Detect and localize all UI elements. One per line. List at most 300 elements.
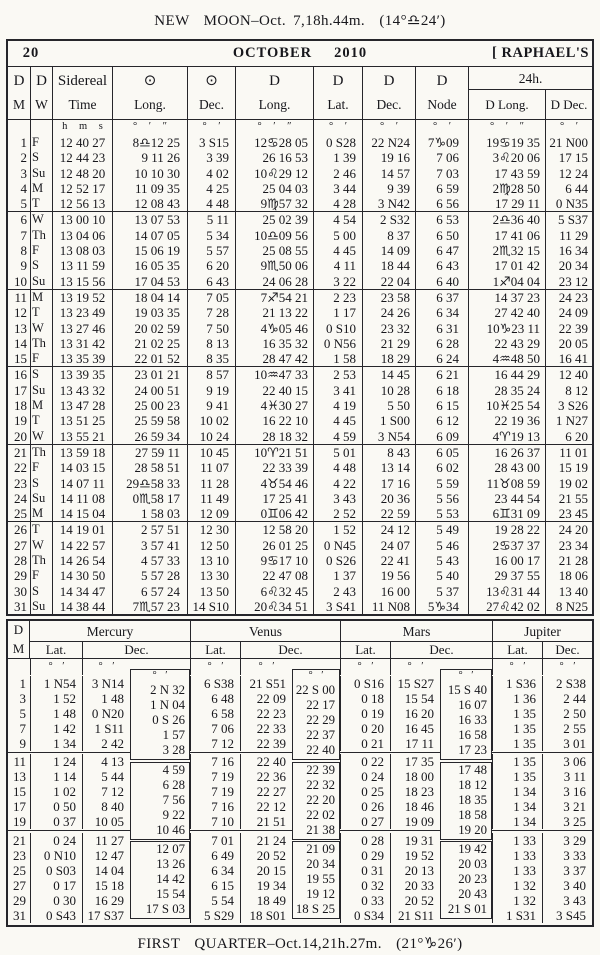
cell-moon-node: 6 28 — [415, 336, 468, 351]
cell-mercury-latitude: 0 17 — [53, 878, 76, 894]
cell-mercury-declination-mid: 10 46 — [156, 823, 185, 838]
cell-sidereal-time: 13 43 32 — [52, 383, 112, 398]
cell-jupiter-declination: 3 29 — [563, 833, 586, 849]
cell-moon-24h-longitude: 4♒48 50 — [468, 351, 545, 366]
cell-moon-longitude: 12♋28 05 — [235, 135, 313, 150]
cell-sun-declination: 9 41 — [187, 398, 235, 413]
cell-sun-longitude: 0♏58 17 — [112, 491, 187, 506]
table-row — [8, 212, 592, 227]
cell-day-of-month: 31 — [13, 908, 26, 924]
cell-moon-declination: 19 16 — [362, 150, 415, 165]
cell-venus-declination-mid: 18 S 25 — [295, 902, 335, 917]
cell-jupiter-latitude: 1 33 — [513, 848, 536, 864]
cell-jupiter-declination: 3 16 — [563, 784, 586, 800]
cell-day-of-week: F — [30, 351, 52, 366]
cell-mercury-declination: 14 04 — [94, 863, 124, 879]
cell-moon-24h-declination: 5 S37 — [545, 212, 592, 227]
cell-day-of-week: S — [30, 258, 52, 273]
cell-mars-latitude: 0 28 — [361, 833, 384, 849]
cell-sun-longitude: 13 07 53 — [112, 212, 187, 227]
cell-day-of-month: 23 — [13, 848, 26, 864]
cell-mercury-declination-mid: 3 28 — [162, 743, 185, 758]
cell-day-of-month: 20 — [14, 428, 27, 444]
cell-venus-latitude: 6 15 — [211, 878, 234, 894]
cell-venus-latitude: 7 19 — [211, 769, 234, 785]
cell-moon-node: 6 24 — [415, 351, 468, 366]
dec-midpoint-box-venus — [292, 762, 340, 840]
cell-mars-declination-mid: 19 42 — [458, 842, 487, 857]
table-row — [8, 290, 592, 305]
cell-day-of-month: 12 — [14, 305, 27, 321]
unit-label: ° ′ — [30, 659, 82, 675]
moon-icon: D — [383, 73, 395, 89]
cell-sidereal-time: 14 30 50 — [52, 568, 112, 583]
cell-sun-longitude: 4 57 33 — [112, 553, 187, 568]
cell-mars-latitude: 0 25 — [361, 784, 384, 800]
cell-day-of-month: 9 — [19, 736, 26, 752]
cell-mercury-latitude: 1 02 — [53, 784, 76, 800]
cell-day-of-week: W — [30, 212, 52, 227]
cell-sun-declination: 7 05 — [187, 290, 235, 305]
cell-sidereal-time: 12 52 17 — [52, 181, 112, 196]
cell-mars-declination: 18 23 — [404, 784, 434, 800]
cell-mars-declination-mid: 16 33 — [458, 713, 487, 728]
cell-moon-24h-declination: 12 24 — [545, 166, 592, 181]
cell-mercury-latitude: 0 30 — [53, 893, 76, 909]
cell-venus-declination-mid: 22 39 — [306, 763, 335, 778]
cell-moon-declination: 19 56 — [362, 568, 415, 583]
unit-label: ° ′ — [415, 120, 468, 135]
cell-moon-node: 5 56 — [415, 491, 468, 506]
cell-moon-node: 5 53 — [415, 506, 468, 521]
column-jupiter-latitude — [492, 833, 542, 923]
cell-mars-declination: 21 S11 — [398, 908, 434, 924]
cell-jupiter-declination: 2 S38 — [556, 676, 586, 692]
header-moon-longitude — [235, 67, 313, 119]
day-band — [8, 366, 592, 443]
cell-sun-declination: 11 28 — [187, 476, 235, 491]
cell-venus-declination: 21 S51 — [249, 676, 286, 692]
cell-day-of-month: 27 — [14, 537, 27, 553]
cell-sun-declination: 12 50 — [187, 538, 235, 553]
cell-moon-24h-longitude: 3♌20 06 — [468, 150, 545, 165]
table-row — [8, 228, 592, 243]
cell-day-of-month: 26 — [14, 522, 27, 538]
cell-sidereal-time: 14 34 47 — [52, 584, 112, 599]
cell-jupiter-latitude: 1 35 — [513, 721, 536, 737]
cell-moon-latitude: 3 43 — [313, 491, 362, 506]
sun-icon: ⊙ — [205, 73, 218, 89]
planet-table-header — [8, 621, 592, 659]
cell-sidereal-time: 13 19 52 — [52, 290, 112, 305]
long-label: Long. — [258, 97, 291, 112]
header-moon-latitude — [313, 67, 362, 119]
lat-dec-header-row — [30, 642, 592, 658]
cell-moon-latitude: 4 45 — [313, 413, 362, 428]
cell-moon-declination: 18 29 — [362, 351, 415, 366]
page-number: 20 — [22, 45, 40, 61]
cell-moon-declination: 11 N08 — [362, 599, 415, 614]
cell-moon-node: 5 49 — [415, 522, 468, 537]
cell-mars-declination: 19 31 — [404, 833, 434, 849]
cell-day-of-week: T — [30, 522, 52, 537]
cell-moon-node: 6 34 — [415, 305, 468, 320]
cell-day-of-week: T — [30, 413, 52, 428]
cell-venus-latitude: 5 54 — [211, 893, 234, 909]
table-row — [8, 553, 592, 568]
cell-mars-declination: 17 35 — [404, 754, 434, 770]
cell-moon-24h-longitude: 17 43 59 — [468, 166, 545, 181]
cell-sun-longitude: 6 57 24 — [112, 584, 187, 599]
cell-venus-declination-mid: 21 38 — [306, 823, 335, 838]
cell-day-of-month: 11 — [13, 754, 26, 770]
cell-moon-longitude: 26 01 25 — [235, 538, 313, 553]
cell-moon-24h-declination: 6 20 — [545, 429, 592, 444]
cell-day-of-week: S — [30, 150, 52, 165]
cell-moon-latitude: 1 52 — [313, 522, 362, 537]
column-jupiter-latitude — [492, 754, 542, 829]
unit-label: ° ′ ″ — [112, 120, 187, 135]
cell-moon-node: 6 40 — [415, 274, 468, 289]
cell-sun-longitude: 11 09 35 — [112, 181, 187, 196]
cell-moon-node: 7 06 — [415, 150, 468, 165]
cell-sun-declination: 5 57 — [187, 243, 235, 258]
cell-mars-declination: 20 52 — [404, 893, 434, 909]
cell-venus-declination: 22 36 — [256, 769, 286, 785]
cell-sun-declination: 5 34 — [187, 228, 235, 243]
cell-jupiter-declination: 3 21 — [563, 799, 586, 815]
cell-venus-declination: 19 34 — [256, 878, 286, 894]
planet-table — [6, 619, 594, 927]
cell-sidereal-time: 12 40 27 — [52, 135, 112, 150]
cell-mercury-latitude: 1 34 — [53, 736, 76, 752]
cell-venus-declination-mid: 22 02 — [306, 808, 335, 823]
cell-day-of-month: 22 — [14, 460, 27, 476]
mercury-lat-label: Lat. — [45, 642, 67, 658]
cell-mars-latitude: 0 33 — [361, 893, 384, 909]
cell-sidereal-time: 13 39 35 — [52, 367, 112, 382]
cell-mercury-declination-mid: 1 57 — [162, 728, 185, 743]
unit-label: ° ′ — [190, 659, 240, 675]
cell-venus-declination: 20 52 — [256, 848, 286, 864]
header-d-label: D — [36, 73, 47, 89]
cell-moon-longitude: 20♌34 51 — [235, 599, 313, 614]
cell-sun-longitude: 21 02 25 — [112, 336, 187, 351]
cell-moon-longitude: 10♌29 12 — [235, 166, 313, 181]
cell-jupiter-latitude: 1 32 — [513, 893, 536, 909]
cell-venus-latitude: 7 16 — [211, 799, 234, 815]
cell-sidereal-time: 13 23 49 — [52, 305, 112, 320]
cell-jupiter-latitude: 1 34 — [513, 814, 536, 830]
cell-day-of-month: 17 — [14, 382, 27, 398]
table-row — [8, 181, 592, 196]
table-row — [8, 367, 592, 382]
cell-mercury-latitude: 0 50 — [53, 799, 76, 815]
column-jupiter-declination — [542, 676, 592, 751]
cell-sun-declination: 7 28 — [187, 305, 235, 320]
cell-venus-declination: 20 15 — [256, 863, 286, 879]
cell-venus-declination: 22 39 — [256, 736, 286, 752]
cell-sun-declination: 8 35 — [187, 351, 235, 366]
cell-moon-declination: 23 32 — [362, 321, 415, 336]
cell-jupiter-declination: 3 40 — [563, 878, 586, 894]
main-table-body — [8, 120, 592, 614]
cell-venus-declination-mid: 20 34 — [306, 857, 335, 872]
cell-day-of-month: 15 — [14, 351, 27, 367]
cell-sun-declination: 11 49 — [187, 491, 235, 506]
first-quarter-title: FIRST QUARTER–Oct.14,21h.27m. (21°♑26′) — [137, 936, 463, 953]
table-row — [8, 584, 592, 599]
cell-jupiter-latitude: 1 33 — [513, 863, 536, 879]
table-row — [8, 321, 592, 336]
header-day-of-month — [8, 67, 30, 119]
cell-jupiter-latitude: 1 36 — [513, 691, 536, 707]
table-row — [8, 568, 592, 583]
cell-moon-node: 5♑34 — [415, 599, 468, 614]
table-row — [8, 476, 592, 491]
cell-sidereal-time: 14 38 44 — [52, 599, 112, 614]
cell-mars-latitude: 0 18 — [361, 691, 384, 707]
cell-mars-declination: 19 52 — [404, 848, 434, 864]
cell-moon-24h-declination: 21 55 — [545, 491, 592, 506]
cell-moon-24h-declination: 24 09 — [545, 305, 592, 320]
cell-mercury-latitude: 1 N54 — [43, 676, 76, 692]
table-row — [8, 150, 592, 165]
cell-moon-24h-declination: 8 N25 — [545, 599, 592, 614]
table-row — [8, 599, 592, 614]
table-row — [8, 135, 592, 150]
cell-moon-24h-longitude: 23 44 54 — [468, 491, 545, 506]
cell-day-of-month: 18 — [14, 398, 27, 414]
cell-moon-latitude: 4 59 — [313, 429, 362, 444]
time-label: Time — [68, 97, 97, 112]
header-moon-declination — [362, 67, 415, 119]
cell-moon-node: 6 21 — [415, 367, 468, 382]
cell-sun-longitude: 3 57 41 — [112, 538, 187, 553]
table-row — [8, 351, 592, 366]
cell-moon-24h-declination: 16 34 — [545, 243, 592, 258]
cell-sun-longitude: 20 02 59 — [112, 321, 187, 336]
cell-moon-24h-declination: 19 02 — [545, 476, 592, 491]
cell-mercury-latitude: 1 42 — [53, 721, 76, 737]
cell-sidereal-time: 13 15 56 — [52, 274, 112, 289]
header-m-label: M — [12, 97, 25, 112]
cell-sun-declination: 13 30 — [187, 568, 235, 583]
cell-moon-24h-declination: 16 41 — [545, 351, 592, 366]
cell-jupiter-declination: 2 55 — [563, 721, 586, 737]
cell-venus-declination-mid: 21 09 — [306, 842, 335, 857]
unit-label: ° ′ — [152, 670, 168, 682]
cell-day-of-month: 3 — [20, 165, 27, 181]
table-row — [8, 336, 592, 351]
cell-day-of-month: 25 — [13, 863, 26, 879]
cell-moon-longitude: 28 18 32 — [235, 429, 313, 444]
cell-moon-longitude: 10♈21 51 — [235, 445, 313, 460]
cell-day-of-month: 11 — [14, 289, 27, 305]
column-mercury-latitude — [30, 676, 82, 751]
cell-mars-latitude: 0 21 — [361, 736, 384, 752]
table-row — [8, 274, 592, 289]
day-band — [8, 135, 592, 211]
cell-mars-latitude: 0 20 — [361, 721, 384, 737]
cell-venus-declination: 18 S01 — [249, 908, 286, 924]
cell-day-of-month: 1 — [19, 676, 26, 692]
cell-day-of-week: W — [30, 429, 52, 444]
cell-moon-24h-longitude: 22 19 36 — [468, 413, 545, 428]
cell-moon-longitude: 24 06 28 — [235, 274, 313, 289]
table-row — [8, 413, 592, 428]
jupiter-lat-label: Lat. — [492, 642, 542, 658]
moon-icon: D — [436, 73, 448, 89]
cell-mercury-declination-mid: 1 N 04 — [150, 698, 185, 713]
cell-mercury-declination: 17 S37 — [87, 908, 124, 924]
cell-moon-24h-declination: 20 34 — [545, 258, 592, 273]
cell-sun-declination: 4 48 — [187, 196, 235, 211]
cell-day-of-week: Th — [30, 228, 52, 243]
header-d-label: D — [13, 73, 25, 89]
column-venus-declination — [240, 833, 292, 923]
unit-label: ° ′ — [390, 659, 440, 675]
cell-day-of-week: F — [30, 243, 52, 258]
cell-moon-longitude: 10♎09 56 — [235, 228, 313, 243]
cell-day-of-month: 10 — [14, 273, 27, 289]
header-d-label: D — [13, 622, 24, 638]
cell-sidereal-time: 14 19 01 — [52, 522, 112, 537]
cell-moon-24h-declination: 3 S26 — [545, 398, 592, 413]
header-jupiter: Jupiter — [492, 621, 592, 641]
cell-sun-declination: 11 07 — [187, 460, 235, 475]
cell-day-of-week: W — [30, 538, 52, 553]
cell-venus-declination: 21 24 — [256, 833, 286, 849]
planet-header-main — [30, 621, 592, 658]
cell-moon-24h-declination: 24 23 — [545, 290, 592, 305]
cell-sun-declination: 3 39 — [187, 150, 235, 165]
cell-venus-declination: 18 49 — [256, 893, 286, 909]
cell-moon-declination: 9 39 — [362, 181, 415, 196]
cell-moon-declination: 8 43 — [362, 445, 415, 460]
cell-moon-24h-declination: 21 N00 — [545, 135, 592, 150]
cell-mercury-declination: 3 N14 — [91, 676, 124, 692]
cell-venus-declination: 22 23 — [256, 706, 286, 722]
cell-venus-declination-mid: 22 32 — [306, 778, 335, 793]
cell-venus-declination-mid: 22 37 — [306, 728, 335, 743]
cell-moon-declination: 14 57 — [362, 166, 415, 181]
cell-jupiter-declination: 3 11 — [563, 769, 586, 785]
table-row — [8, 196, 592, 211]
cell-moon-latitude: 4 45 — [313, 243, 362, 258]
cell-mercury-latitude: 1 24 — [53, 754, 76, 770]
cell-moon-declination: 24 12 — [362, 522, 415, 537]
cell-moon-declination: 21 29 — [362, 336, 415, 351]
cell-moon-longitude: 12 58 20 — [235, 522, 313, 537]
cell-venus-latitude: 7 19 — [211, 784, 234, 800]
cell-moon-24h-declination: 8 12 — [545, 383, 592, 398]
header-24h-moon-longitude: D Long. — [469, 90, 546, 119]
cell-jupiter-latitude: 1 35 — [513, 706, 536, 722]
cell-moon-24h-longitude: 2♍28 50 — [468, 181, 545, 196]
cell-mercury-latitude: 1 52 — [53, 691, 76, 707]
cell-venus-latitude: 7 10 — [211, 814, 234, 830]
day-band — [8, 211, 592, 288]
cell-moon-node: 6 02 — [415, 460, 468, 475]
cell-moon-24h-declination: 12 40 — [545, 367, 592, 382]
cell-moon-declination: 22 41 — [362, 553, 415, 568]
cell-mercury-latitude: 0 S03 — [46, 863, 76, 879]
table-row — [8, 258, 592, 273]
sidereal-label: Sidereal — [57, 73, 108, 89]
cell-day-of-month: 23 — [14, 475, 27, 491]
lat-label: Lat. — [327, 97, 349, 112]
table-row — [8, 398, 592, 413]
cell-day-of-week: S — [30, 476, 52, 491]
dec-label: Dec. — [198, 97, 225, 112]
cell-mars-latitude: 0 24 — [361, 769, 384, 785]
cell-moon-latitude: 0 S28 — [313, 135, 362, 150]
cell-jupiter-latitude: 1 S31 — [506, 908, 536, 924]
year-label: 2010 — [334, 45, 368, 61]
cell-mercury-declination: 1 S11 — [94, 721, 124, 737]
cell-sun-longitude: 5 57 28 — [112, 568, 187, 583]
cell-sun-declination: 10 45 — [187, 445, 235, 460]
cell-mercury-latitude: 0 S43 — [46, 908, 76, 924]
dec-midpoint-box-mercury — [130, 669, 190, 760]
unit-label: ° ′ — [458, 670, 474, 682]
cell-mars-declination-mid: 20 23 — [458, 872, 487, 887]
cell-venus-latitude: 7 01 — [211, 833, 234, 849]
cell-day-of-month: 16 — [14, 367, 27, 383]
cell-mercury-declination: 12 47 — [94, 848, 124, 864]
cell-mars-declination-mid: 18 58 — [458, 808, 487, 823]
column-mars-declination — [390, 754, 440, 829]
cell-day-of-month: 24 — [14, 490, 27, 506]
cell-moon-24h-longitude: 28 43 00 — [468, 460, 545, 475]
cell-moon-24h-longitude: 17 01 42 — [468, 258, 545, 273]
mars-lat-label: Lat. — [340, 642, 390, 658]
day-band — [8, 521, 592, 614]
dec-midpoint-box-venus — [292, 669, 340, 760]
cell-moon-24h-declination: 23 12 — [545, 274, 592, 289]
main-ephemeris-table — [6, 39, 594, 616]
cell-sun-declination: 8 13 — [187, 336, 235, 351]
column-jupiter-declination — [542, 833, 592, 923]
cell-venus-declination-mid: 22 S 00 — [295, 683, 335, 698]
cell-moon-longitude: 25 04 03 — [235, 181, 313, 196]
table-row — [8, 166, 592, 181]
cell-moon-declination: 13 14 — [362, 460, 415, 475]
cell-day-of-month: 29 — [14, 568, 27, 584]
cell-sun-declination: 4 25 — [187, 181, 235, 196]
cell-jupiter-declination: 3 25 — [563, 814, 586, 830]
cell-mars-latitude: 0 31 — [361, 863, 384, 879]
main-table-header — [8, 67, 592, 120]
cell-moon-declination: 22 04 — [362, 274, 415, 289]
cell-mercury-declination-mid: 6 28 — [162, 778, 185, 793]
cell-moon-node: 5 43 — [415, 553, 468, 568]
cell-moon-declination: 3 N54 — [362, 429, 415, 444]
cell-moon-24h-longitude: 4♈19 13 — [468, 429, 545, 444]
cell-moon-node: 5 40 — [415, 568, 468, 583]
column-mercury-latitude — [30, 833, 82, 923]
cell-day-of-month: 6 — [20, 212, 27, 228]
cell-sidereal-time: 14 15 04 — [52, 506, 112, 521]
dec-midpoint-box-mars — [440, 669, 492, 760]
cell-moon-24h-declination: 21 28 — [545, 553, 592, 568]
cell-mars-latitude: 0 32 — [361, 878, 384, 894]
cell-sun-longitude: 15 06 19 — [112, 243, 187, 258]
cell-sidereal-time: 13 47 28 — [52, 398, 112, 413]
cell-moon-24h-declination: 1 N27 — [545, 413, 592, 428]
cell-moon-24h-declination: 23 45 — [545, 506, 592, 521]
